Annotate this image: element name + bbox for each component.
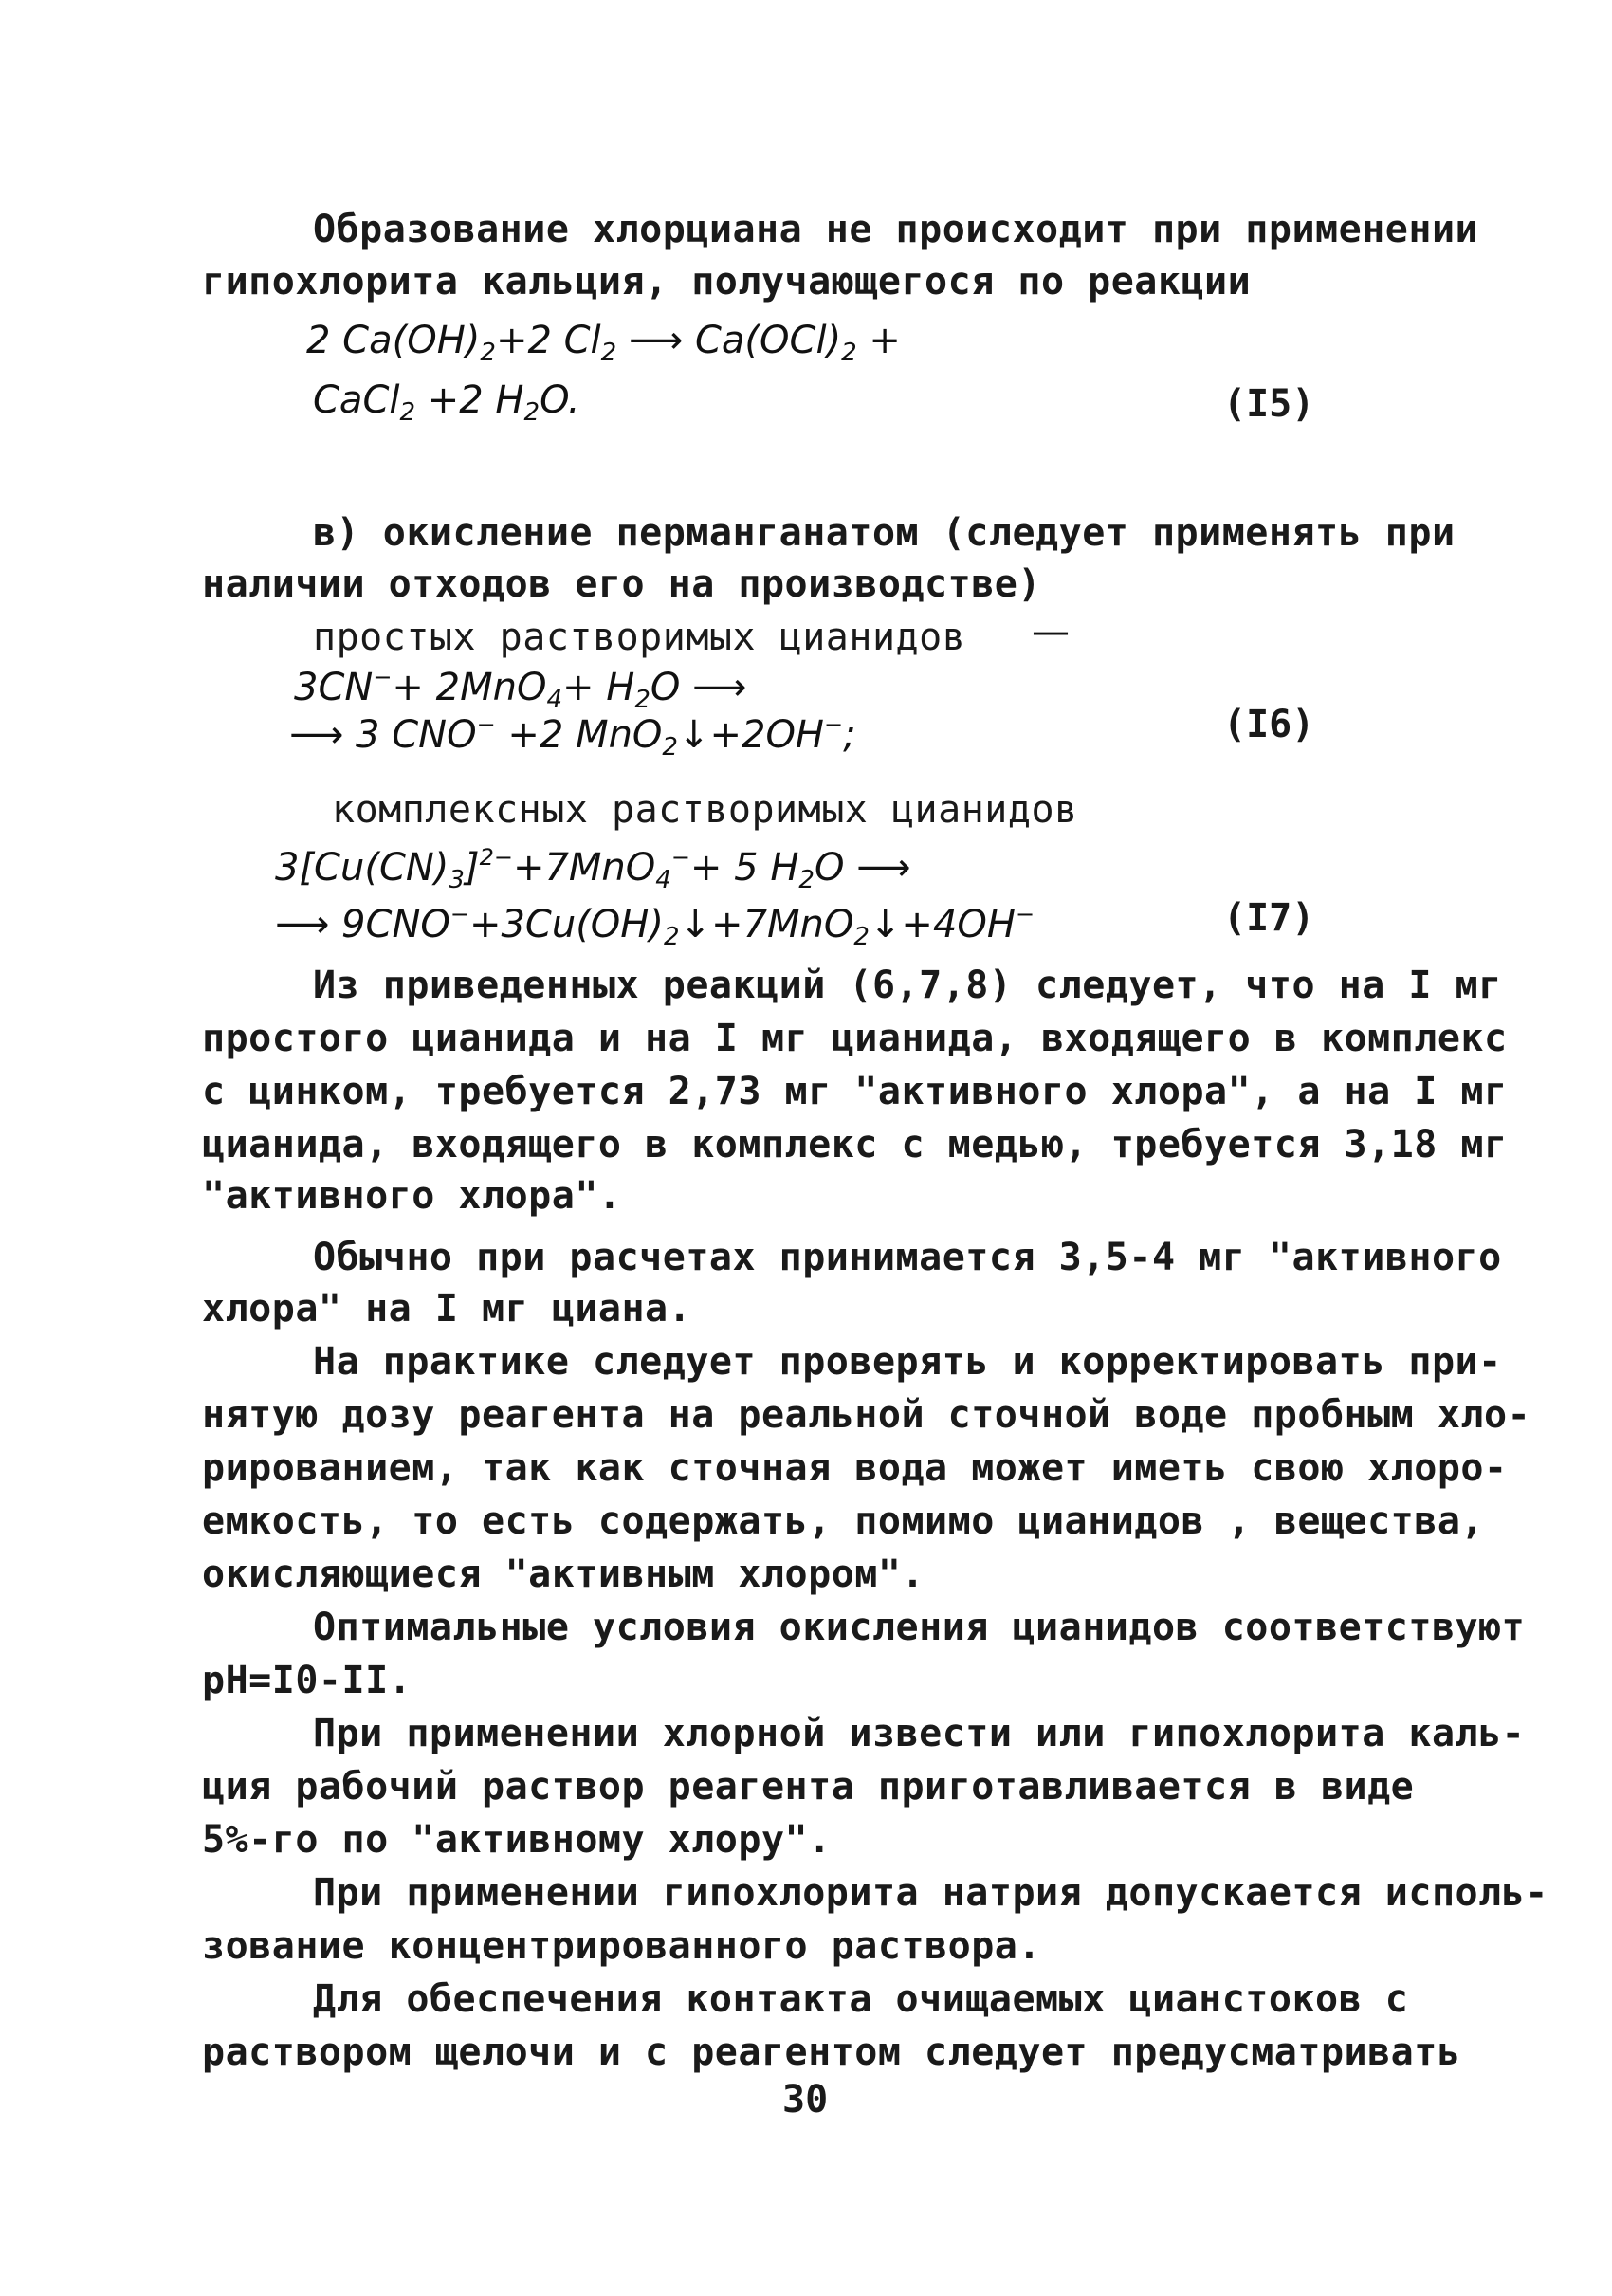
text-line: зование концентрированного раствора. xyxy=(202,1924,1041,1968)
text-line: хлора" на I мг циана. xyxy=(202,1287,692,1331)
text-line: При применении хлорной извести или гипохлорита каль- xyxy=(313,1712,1526,1755)
text-line: нятую дозу реагента на реальной сточной воде пробным хло- xyxy=(202,1393,1531,1437)
text-line: емкость, то есть содержать, помимо цианидов , вещества, xyxy=(202,1499,1485,1543)
equation-16-line-1: $3CN^-+ 2MnO_4+ H_2O$ ⟶ xyxy=(294,664,747,714)
page-number: 30 xyxy=(782,2078,829,2122)
text-line: При применении гипохлорита натрия допускается исполь- xyxy=(313,1871,1548,1915)
text-line: гипохлорита кальция, получающегося по реакции xyxy=(202,260,1252,303)
equation-number: (I6) xyxy=(1223,703,1315,746)
text-line: Оптимальные условия окисления цианидов соответствуют xyxy=(313,1606,1526,1649)
text-line: простого цианида и на I мг цианида, входящего в комплекс xyxy=(202,1017,1508,1060)
text-line: Обычно при расчетах принимается 3,5-4 мг "активного xyxy=(313,1236,1502,1279)
text-line: в) окисление перманганатом (следует применять при xyxy=(313,511,1456,555)
text-line: "активного хлора". xyxy=(202,1174,622,1218)
text-line: цианида, входящего в комплекс с медью, требуется 3,18 мг xyxy=(202,1123,1508,1166)
equation-17-line-2: ⟶ $9CNO^-+3Cu(OH)_2↓+7MnO_2↓+4OH^-$ xyxy=(275,901,1035,951)
text-line: 5%-го по "активному хлору". xyxy=(202,1818,832,1862)
equation-17-line-1: $3[Cu(CN)_3]^{2-}+7MnO_4^-+ 5$ $H_2O$ ⟶ xyxy=(275,844,911,894)
text-line: Из приведенных реакций (6,7,8) следует, что на I мг xyxy=(313,964,1502,1007)
text-line: раствором щелочи и с реагентом следует предусматривать xyxy=(202,2030,1461,2074)
text-line: комплексных растворимых цианидов xyxy=(332,788,1078,832)
text-line: pH=I0-II. xyxy=(202,1659,412,1702)
equation-number: (I7) xyxy=(1223,896,1315,940)
text-line: ция рабочий раствор реагента приготавливается в виде xyxy=(202,1765,1415,1809)
equation-16-line-2: ⟶ 3 CNO− +2 MnO$_2$↓+2OH−; xyxy=(289,711,856,762)
equation-15-line-2: CaCl$_2$ +2 $H_2O$. xyxy=(313,378,580,427)
text-line: с цинком, требуется 2,73 мг "активного хлора", а на I мг xyxy=(202,1070,1508,1113)
text-line: окисляющиеся "активным хлором". xyxy=(202,1552,925,1596)
text-line: Для обеспечения контакта очищаемых цианстоков с xyxy=(313,1977,1409,2021)
equation-number: (I5) xyxy=(1223,382,1315,426)
text-line: Образование хлорциана не происходит при применении xyxy=(313,208,1479,251)
text-line: На практике следует проверять и корректировать при- xyxy=(313,1340,1502,1384)
equation-15-line-1: 2 $Ca(OH)_2+2$ $Cl_2$ ⟶ $Ca(OCl)_2$ + xyxy=(306,319,901,367)
text-line: наличии отходов его на производстве) xyxy=(202,562,1041,606)
text-line: простых растворимых цианидов xyxy=(313,615,966,659)
text-line: рированием, так как сточная вода может иметь свою хлоро- xyxy=(202,1446,1508,1490)
dash-mark: — xyxy=(1032,610,1070,653)
